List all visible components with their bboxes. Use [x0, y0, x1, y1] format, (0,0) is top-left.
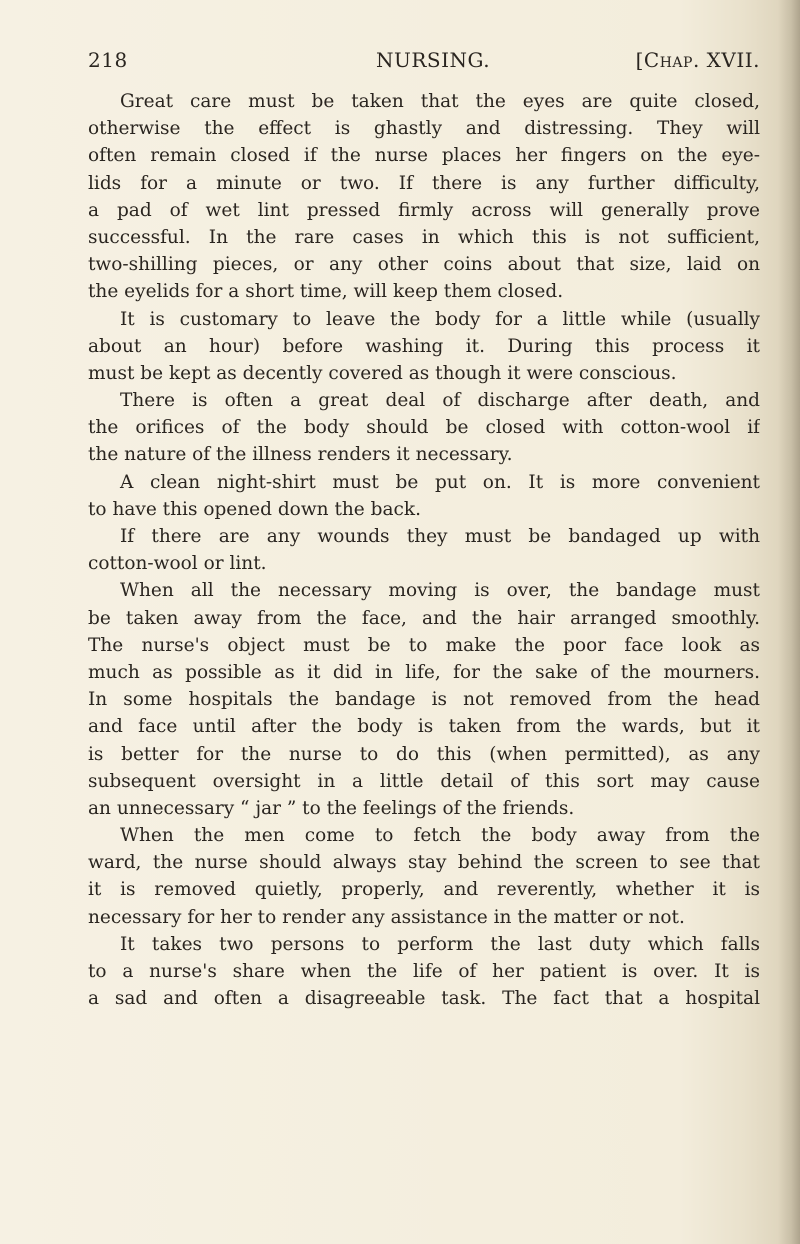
- text-line: In some hospitals the bandage is not removed from the head: [88, 689, 760, 711]
- text-line: about an hour) before washing it. During this process it: [88, 335, 760, 357]
- text-line: the nature of the illness renders it necessary.: [88, 444, 513, 466]
- chapter-label: [Chap. XVII.: [635, 48, 760, 72]
- text-line: It is customary to leave the body for a little while (usually: [120, 308, 760, 330]
- running-header: [88, 48, 760, 78]
- text-line: lids for a minute or two. If there is any further difficulty,: [88, 172, 760, 194]
- page-edge-shadow: [778, 0, 800, 1244]
- text-line: If there are any wounds they must be bandaged up with: [120, 526, 760, 547]
- text-line: must be kept as decently covered as though it were conscious.: [88, 362, 677, 384]
- text-line: an unnecessary “ jar ” to the feelings of the friends.: [88, 797, 575, 819]
- text-line: it is removed quietly, properly, and reverently, whether it is: [88, 879, 760, 901]
- text-line: much as possible as it did in life, for the sake of the mourners.: [88, 661, 760, 683]
- page-number: 218: [88, 48, 128, 72]
- text-line: the eyelids for a short time, will keep them closed.: [88, 281, 564, 303]
- body-text: [88, 88, 760, 1012]
- text-line: subsequent oversight in a little detail of this sort may cause: [88, 770, 760, 792]
- text-line: ward, the nurse should always stay behind the screen to see that: [88, 852, 760, 874]
- text-line: be taken away from the face, and the hair arranged smoothly.: [88, 607, 760, 629]
- text-line: otherwise the effect is ghastly and distressing. They will: [88, 118, 760, 140]
- text-line: The nurse's object must be to make the poor face look as: [88, 634, 760, 656]
- text-line: to have this opened down the back.: [88, 498, 421, 520]
- text-line: a sad and often a disagreeable task. The fact that a hospital: [88, 988, 760, 1010]
- text-line: is better for the nurse to do this (when permitted), as any: [88, 743, 760, 765]
- text-line: necessary for her to render any assistance in the matter or not.: [88, 906, 685, 928]
- text-line: There is often a great deal of discharge after death, and: [120, 390, 760, 412]
- text-line: often remain closed if the nurse places her fingers on the eye-: [88, 145, 760, 167]
- running-title: NURSING.: [376, 48, 491, 72]
- text-line: and face until after the body is taken from the wards, but it: [88, 716, 760, 738]
- text-line: two-shilling pieces, or any other coins about that size, laid on: [88, 254, 760, 276]
- text-line: cotton-wool or lint.: [88, 553, 267, 575]
- text-line: Great care must be taken that the eyes are quite closed,: [120, 91, 760, 112]
- text-line: successful. In the rare cases in which this is not sufficient,: [88, 226, 760, 248]
- text-line: A clean night-shirt must be put on. It is more convenient: [120, 471, 760, 493]
- text-line: When all the necessary moving is over, the bandage must: [120, 580, 760, 602]
- text-line: to a nurse's share when the life of her patient is over. It is: [88, 961, 760, 982]
- text-line: a pad of wet lint pressed firmly across will generally prove: [88, 199, 760, 221]
- text-line: the orifices of the body should be closed with cotton-wool if: [88, 417, 760, 439]
- text-line: When the men come to fetch the body away from the: [120, 825, 760, 847]
- text-line: It takes two persons to perform the last duty which falls: [120, 933, 760, 955]
